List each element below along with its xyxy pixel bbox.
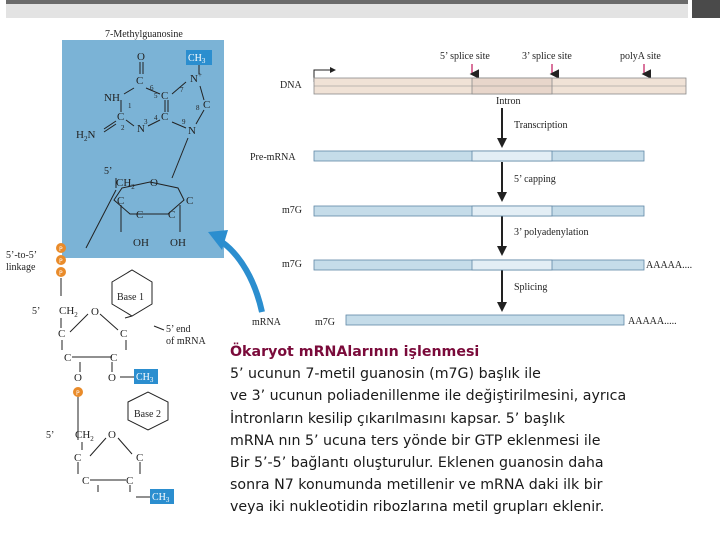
row-label-pre-mrna: Pre-mRNA xyxy=(250,152,296,163)
pointer-line xyxy=(154,326,164,330)
atom-C: C xyxy=(161,111,169,123)
atom-NH: NH xyxy=(104,92,120,104)
down-arrow-icon xyxy=(497,302,507,312)
atom-CH2: $CH_2$ xyxy=(116,177,135,191)
polya-tail: AAAAA.... xyxy=(646,260,693,271)
caption-line: 5’ ucunun 7-metil guanosin (m7G) başlık ile xyxy=(230,366,541,383)
five-end-label-1: 5’ end xyxy=(166,324,191,335)
mrna-polya-tail: AAAAA..... xyxy=(628,316,677,327)
atom-C: C xyxy=(168,209,176,221)
mrna-strand xyxy=(346,315,624,325)
label-polya-site: polyA site xyxy=(620,51,661,62)
intron-label: Intron xyxy=(496,96,521,107)
atom-O: O xyxy=(108,372,116,384)
pre-mrna-intron xyxy=(472,151,552,161)
caption-line: Bir 5’-5’ bağlantı oluşturulur. Eklenen guanosin daha xyxy=(230,455,604,472)
atom-C: C xyxy=(120,328,128,340)
atom-CH2: $CH_2$ xyxy=(59,305,78,319)
step-splicing: Splicing xyxy=(514,282,548,293)
atom-C: C xyxy=(64,352,72,364)
svg-text:4: 4 xyxy=(154,114,158,122)
caption-line: ve 3’ ucunun poliadenillenme ile değiştirilmesini, ayrıca xyxy=(230,388,627,405)
step-transcription: Transcription xyxy=(514,120,568,131)
atom-CH2: $CH_2$ xyxy=(75,429,94,443)
methyl-label: $CH_3$ xyxy=(152,492,170,504)
methyl-label: $CH_3$ xyxy=(136,372,154,384)
label-5-splice-site: 5’ splice site xyxy=(440,51,490,62)
atom-H2N: $H_2N$ xyxy=(76,129,96,143)
atom-C: C xyxy=(74,452,82,464)
atom-C: C xyxy=(82,475,90,487)
phosphate-label: P xyxy=(59,258,63,265)
atom-C: C xyxy=(186,195,194,207)
curved-arrow-icon xyxy=(222,242,262,312)
caption-title: Ökaryot mRNAlarının işlenmesi xyxy=(230,344,480,360)
capped-intron xyxy=(472,206,552,216)
atom-C: C xyxy=(136,209,144,221)
mrna-m7g-label: m7G xyxy=(315,317,335,328)
atom-N: N xyxy=(137,123,145,135)
atom-N: N xyxy=(188,125,196,137)
prime-5-label: 5’ xyxy=(104,166,113,177)
caption-block xyxy=(230,341,712,519)
svg-text:5: 5 xyxy=(154,92,158,100)
row-label-m7g-polya: m7G xyxy=(282,259,302,270)
atom-OH: OH xyxy=(170,237,186,249)
svg-text:3: 3 xyxy=(144,118,148,126)
svg-text:8: 8 xyxy=(196,104,200,112)
atom-C: C xyxy=(110,352,118,364)
atom-C: C xyxy=(136,452,144,464)
row-label-mrna: mRNA xyxy=(252,317,281,328)
atom-N-plus: N+ xyxy=(190,71,202,85)
atom-C: C xyxy=(117,111,125,123)
svg-text:2: 2 xyxy=(121,124,125,132)
phosphate-label: P xyxy=(59,270,63,277)
phosphate-label: P xyxy=(76,390,80,397)
atom-O: O xyxy=(91,306,99,318)
five-end-label-2: of mRNA xyxy=(166,336,206,347)
atom-C: C xyxy=(117,195,125,207)
svg-text:9: 9 xyxy=(182,118,186,126)
atom-C: C xyxy=(161,90,169,102)
atom-O: O xyxy=(137,51,145,63)
base1-label: Base 1 xyxy=(117,292,144,303)
atom-C: C xyxy=(203,99,211,111)
atom-C: C xyxy=(58,328,66,340)
molecule-title: 7-Methylguanosine xyxy=(105,29,183,40)
atom-C: C xyxy=(126,475,134,487)
down-arrow-icon xyxy=(497,138,507,148)
caption-line: İntronların kesilip çıkarılmasını kapsar. 5’ başlık xyxy=(230,410,565,427)
row-label-dna: DNA xyxy=(280,80,302,91)
caption-line: veya iki nukleotidin ribozlarına metil grupları eklenir. xyxy=(230,499,605,516)
phosphate-label: P xyxy=(59,246,63,253)
base2-label: Base 2 xyxy=(134,409,161,420)
polya-intron xyxy=(472,260,552,270)
promoter-arrow-head-icon xyxy=(330,67,336,73)
down-arrow-icon xyxy=(497,192,507,202)
atom-O: O xyxy=(74,372,82,384)
atom-C: C xyxy=(136,75,144,87)
caption-line: sonra N7 konumunda metillenir ve mRNA daki ilk bir xyxy=(230,477,603,494)
atom-OH: OH xyxy=(133,237,149,249)
methyl-label-top: $CH_3$ xyxy=(188,53,206,65)
linkage-label-2: linkage xyxy=(6,262,36,273)
step-polyadenylation: 3’ polyadenylation xyxy=(514,227,589,238)
atom-O: O xyxy=(108,429,116,441)
label-3-splice-site: 3’ splice site xyxy=(522,51,572,62)
down-arrow-icon xyxy=(497,246,507,256)
prime-5-label: 5’ xyxy=(46,430,55,441)
svg-text:6: 6 xyxy=(150,84,154,92)
step-5-capping: 5’ capping xyxy=(514,174,556,185)
atom-O: O xyxy=(150,177,158,189)
svg-text:7: 7 xyxy=(180,86,184,94)
svg-text:1: 1 xyxy=(128,102,132,110)
prime-5-label: 5’ xyxy=(32,306,41,317)
row-label-m7g: m7G xyxy=(282,205,302,216)
linkage-label-1: 5’-to-5’ xyxy=(6,250,38,261)
caption-line: mRNA nın 5’ ucuna ters yönde bir GTP eklenmesi ile xyxy=(230,432,601,449)
